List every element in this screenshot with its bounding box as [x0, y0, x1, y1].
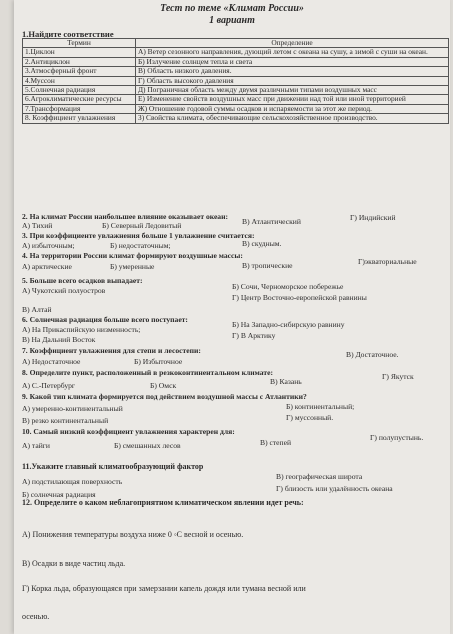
- answer-option: Г) Центр Восточно-европейской равнины: [232, 293, 367, 302]
- answer-option: В) степей: [260, 438, 292, 447]
- definition-cell: Г) Область высокого давления: [136, 76, 449, 85]
- answer-option: осенью.: [22, 612, 50, 621]
- definition-cell: Ж) Отношение годовой суммы осадков и испаряемости за этот же период.: [136, 104, 449, 113]
- definition-cell: В) Область низкого давления.: [136, 67, 449, 76]
- term-cell: 5.Солнечная радиация: [23, 86, 136, 95]
- answer-option: Г) Корка льда, образующаяся при замерзании капель дождя или тумана весной или: [22, 584, 306, 593]
- matching-table: [22, 38, 449, 124]
- answer-option: В) Достаточное.: [346, 350, 399, 359]
- table-row: [23, 48, 449, 57]
- answer-option: В) скудным.: [242, 239, 282, 248]
- answer-option: А) Тихий: [22, 221, 53, 230]
- answer-option: Г) В Арктику: [232, 331, 276, 340]
- answer-option: В) резко континентальный: [22, 416, 109, 425]
- table-row: [23, 67, 449, 76]
- answer-option: В) На Дальний Восток: [22, 335, 96, 344]
- header-definition: Определение: [136, 39, 449, 48]
- answer-option: Б) Омск: [150, 381, 177, 390]
- answer-option: Б) смешанных лесов: [114, 441, 181, 450]
- answer-option: Б) Северный Ледовитый: [102, 221, 182, 230]
- term-cell: 3.Атмосферный фронт: [23, 67, 136, 76]
- answer-option: В) Алтай: [22, 305, 52, 314]
- answer-option: А) Чукотский полуостров: [22, 286, 106, 295]
- question-1-prompt: 1.Найдите соответствие: [22, 29, 114, 39]
- answer-option: В) Атлантический: [242, 217, 301, 226]
- question-7: 7. Коэффициент увлажнения для степи и лесостепи:: [22, 346, 201, 355]
- definition-cell: Д) Пограничная область между двумя различными типами воздушных масс: [136, 86, 449, 95]
- question-2: 2. На климат России наибольшее влияние оказывает океан:: [22, 212, 229, 221]
- header-term: Термин: [23, 39, 136, 48]
- answer-option: В) Казань: [270, 377, 302, 386]
- answer-option: А) арктические: [22, 262, 72, 271]
- variant-label: 1 вариант: [209, 15, 255, 26]
- answer-option: Г) Якутск: [382, 372, 414, 381]
- question-5: 5. Больше всего осадков выпадает:: [22, 276, 143, 285]
- term-cell: 4.Муссон: [23, 76, 136, 85]
- test-title: Тест по теме «Климат России»: [160, 3, 304, 14]
- question-12: 12. Определите о каком неблагоприятном климатическом явлении идет речь:: [22, 498, 304, 507]
- answer-option: Г) полупустынь.: [370, 433, 424, 442]
- definition-cell: А) Ветер сезонного направления, дующий летом с океана на сушу, а зимой с суши на океан.: [136, 48, 449, 57]
- answer-option: Б) недостаточным;: [110, 241, 171, 250]
- question-11: 11.Укажите главный климатообразующий фактор: [22, 462, 204, 471]
- term-cell: 2.Антициклон: [23, 57, 136, 66]
- definition-cell: З) Свойства климата, обеспечивающие сельскохозяйственное производство.: [136, 114, 449, 123]
- table-row: [23, 95, 449, 104]
- term-cell: 8. Коэффициент увлажнения: [23, 114, 136, 123]
- answer-option: Г)экваториальные: [358, 257, 417, 266]
- question-8: 8. Определите пункт, расположенный в резкоконтинентальном климате:: [22, 368, 273, 377]
- answer-option: Г) муссонный.: [286, 413, 334, 422]
- answer-option: В) географическая широта: [276, 472, 363, 481]
- question-10: 10. Самый низкий коэффициент увлажнения характерен для:: [22, 427, 235, 436]
- definition-cell: Б) Излучение солнцем тепла и света: [136, 57, 449, 66]
- answer-option: А) На Прикаспийскую низменность;: [22, 325, 141, 334]
- test-sheet: [14, 0, 450, 634]
- answer-option: В) Осадки в виде частиц льда.: [22, 559, 126, 568]
- answer-option: В) тропические: [242, 261, 293, 270]
- answer-option: Б) континентальный;: [286, 402, 355, 411]
- answer-option: А) Понижения температуры воздуха ниже 0 ◦С весной и осенью.: [22, 530, 244, 539]
- question-3: 3. При коэффициенте увлажнения больше 1 увлажнение считается:: [22, 231, 255, 240]
- answer-option: А) тайги: [22, 441, 50, 450]
- answer-option: Г) близость или удалённость океана: [276, 484, 393, 493]
- term-cell: 7.Трансформация: [23, 104, 136, 113]
- answer-option: Б) солнечная радиация: [22, 490, 96, 499]
- answer-option: Б) умеренные: [110, 262, 155, 271]
- answer-option: А) Недостаточное: [22, 357, 81, 366]
- answer-option: А) умеренно-континентальный: [22, 404, 123, 413]
- answer-option: Б) На Западно-сибирскую равнину: [232, 320, 345, 329]
- term-cell: 6.Агроклиматические ресурсы: [23, 95, 136, 104]
- answer-option: А) подстилающая поверхность: [22, 477, 123, 486]
- answer-option: Б) Избыточное: [134, 357, 183, 366]
- definition-cell: Е) Изменение свойств воздушных масс при движении над той или иной территорией: [136, 95, 449, 104]
- answer-option: Б) Сочи, Черноморское побережье: [232, 282, 344, 291]
- answer-option: Г) Индийский: [350, 213, 396, 222]
- answer-option: А) С.-Петербург: [22, 381, 76, 390]
- term-cell: 1.Циклон: [23, 48, 136, 57]
- question-4: 4. На территории России климат формируют воздушные массы:: [22, 251, 243, 260]
- table-row: [23, 114, 449, 123]
- question-6: 6. Солнечная радиация больше всего поступает:: [22, 315, 188, 324]
- answer-option: А) избыточным;: [22, 241, 75, 250]
- question-9: 9. Какой тип климата формируется под действием воздушной массы с Атлантики?: [22, 392, 307, 401]
